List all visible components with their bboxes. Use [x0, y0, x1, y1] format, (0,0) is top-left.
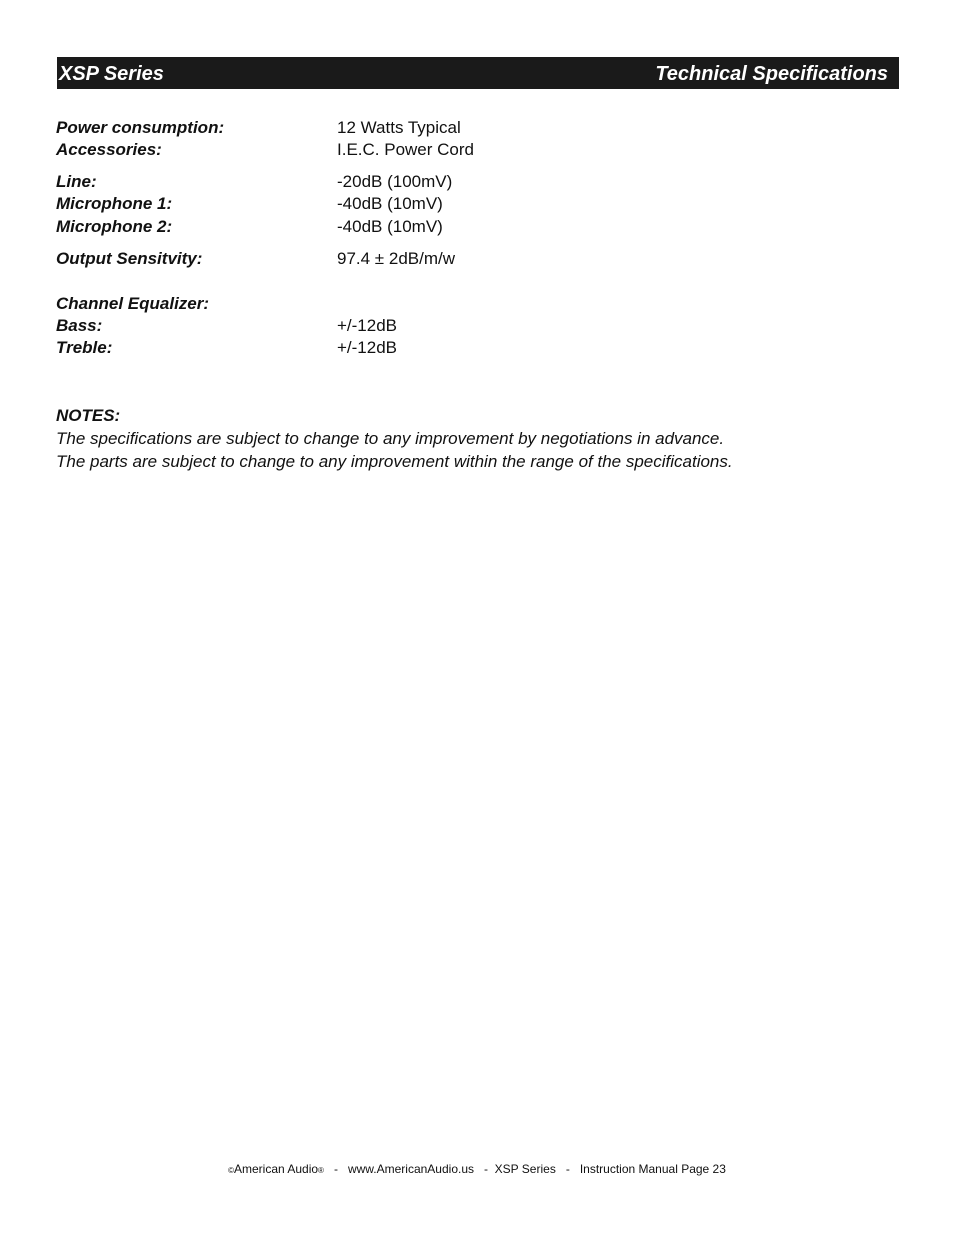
spec-row-accessories	[56, 139, 896, 161]
spec-row-microphone-2	[56, 216, 896, 238]
notes-title: NOTES:	[56, 406, 121, 425]
spec-value: 12 Watts Typical	[337, 118, 461, 137]
spec-label: Accessories:	[56, 140, 162, 159]
spec-label: Power consumption:	[56, 118, 225, 137]
spec-row-channel-equalizer	[56, 293, 896, 315]
spec-value: -20dB (100mV)	[337, 172, 453, 191]
copyright-symbol: ©	[228, 1166, 234, 1175]
spec-label: Bass:	[56, 316, 103, 335]
notes-line: The specifications are subject to change to any improvement by negotiations in advance.	[56, 429, 725, 448]
notes-line: The parts are subject to change to any improvement within the range of the specifications.	[56, 452, 733, 471]
spec-label: Microphone 2:	[56, 217, 173, 236]
spec-row-treble	[56, 337, 896, 359]
spec-label: Microphone 1:	[56, 194, 173, 213]
spec-value: I.E.C. Power Cord	[337, 140, 474, 159]
spec-label: Treble:	[56, 338, 113, 357]
spec-label: Output Sensitvity:	[56, 249, 203, 268]
series-title: XSP Series	[59, 63, 164, 85]
spec-value: -40dB (10mV)	[337, 217, 443, 236]
spec-value: 97.4 ± 2dB/m/w	[337, 249, 455, 268]
section-title: Technical Specifications	[655, 63, 888, 85]
page-header-bar	[57, 57, 899, 89]
spec-value: +/-12dB	[337, 338, 398, 357]
spec-label: Channel Equalizer:	[56, 294, 210, 313]
registered-symbol: ®	[318, 1166, 324, 1175]
spec-label: Line:	[56, 172, 97, 191]
spec-value: +/-12dB	[337, 316, 398, 335]
spec-value: -40dB (10mV)	[337, 194, 443, 213]
spec-row-power-consumption	[56, 117, 896, 139]
notes-section	[56, 404, 916, 473]
footer-text: - www.AmericanAudio.us - XSP Series - Instruction Manual Page 23	[323, 1162, 726, 1176]
page-footer	[0, 1161, 954, 1179]
spec-row-output-sensitivity	[56, 248, 896, 270]
spec-row-microphone-1	[56, 193, 896, 215]
footer-brand: American Audio	[234, 1162, 319, 1176]
spec-row-line	[56, 171, 896, 193]
spec-row-bass	[56, 315, 896, 337]
